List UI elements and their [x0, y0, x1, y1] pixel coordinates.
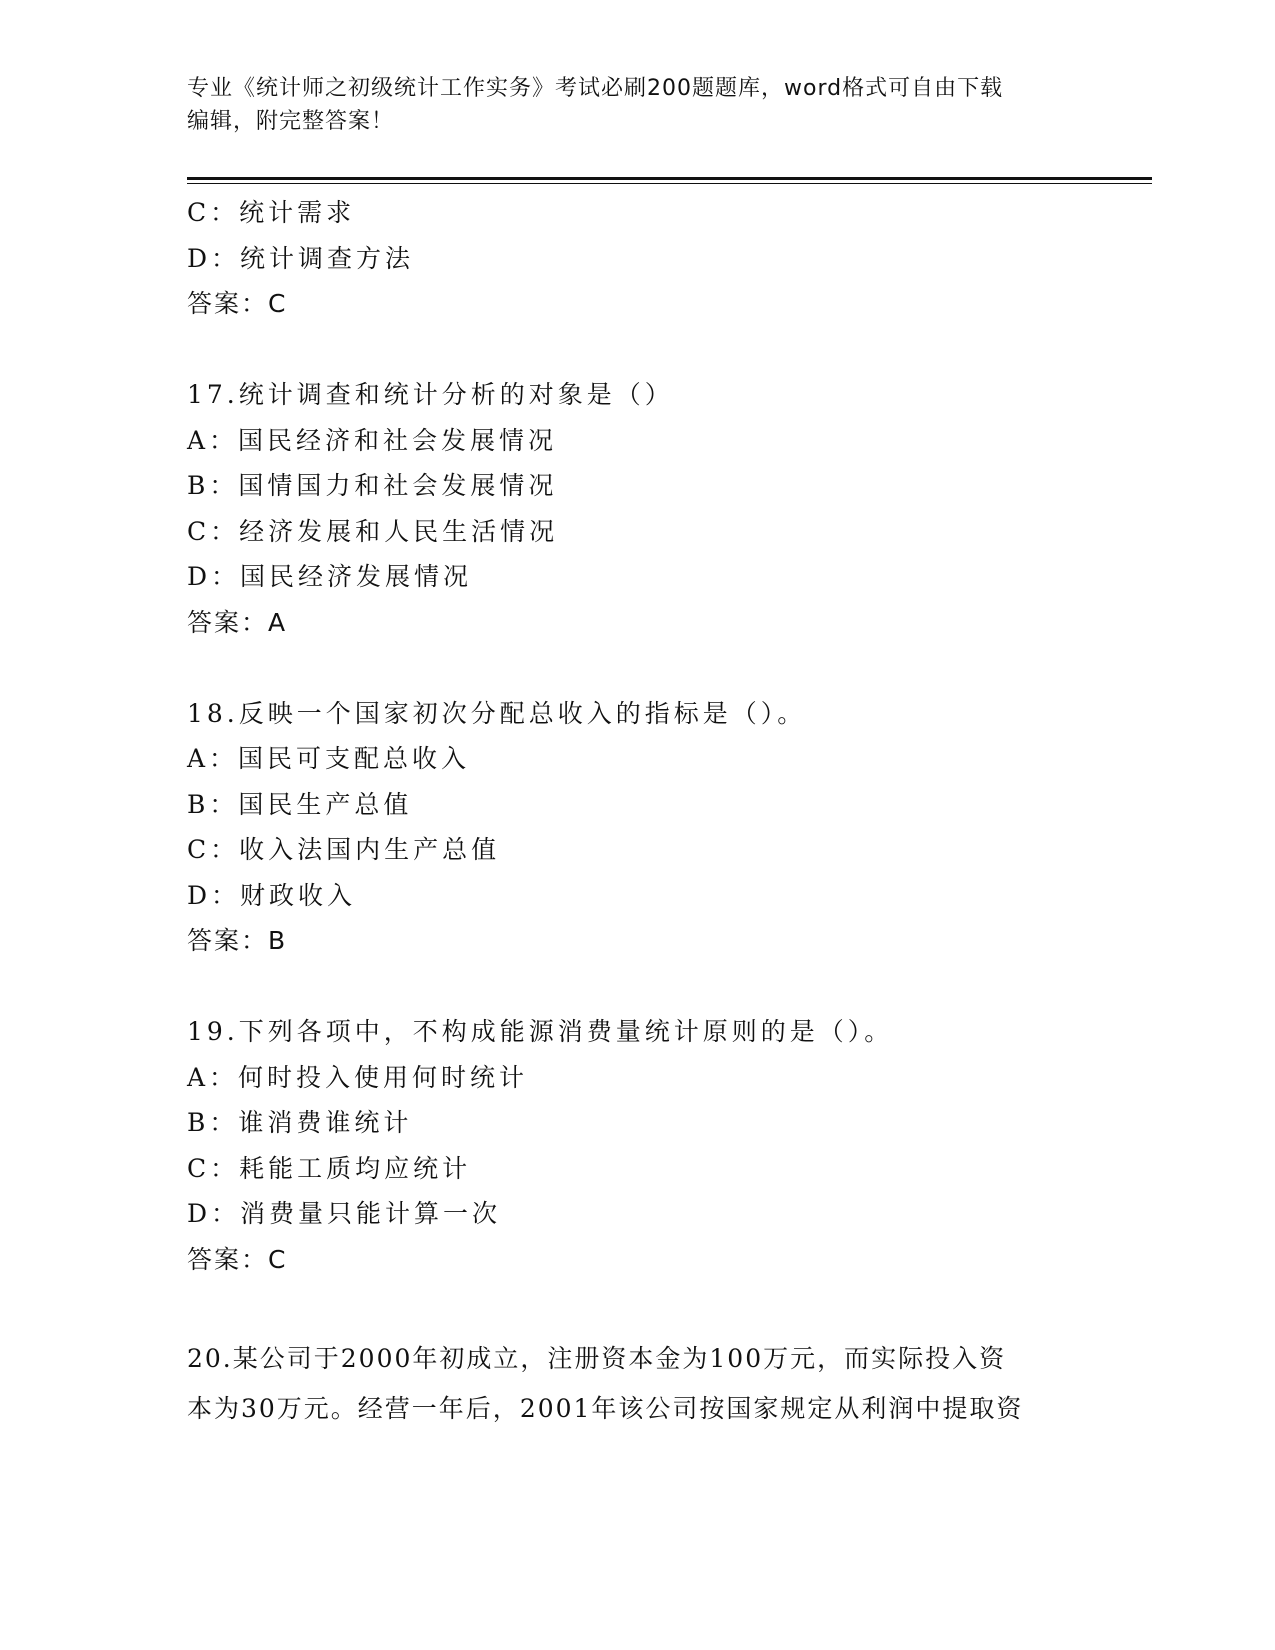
- answer-text: 答案：B: [187, 926, 288, 955]
- header-line-2: 编辑，附完整答案！: [187, 109, 395, 134]
- question-stem-line-2: 本为30万元。经营一年后，2001年该公司按国家规定从利润中提取资: [187, 1394, 1024, 1423]
- question-20: [187, 1334, 1087, 1434]
- option-c: C：经济发展和人民生活情况: [187, 516, 559, 546]
- option-c: C：耗能工质均应统计: [187, 1153, 472, 1183]
- answer-text: 答案：C: [187, 1244, 288, 1274]
- option-b: B：谁消费谁统计: [187, 1108, 413, 1137]
- question-stem-line-1: 20.某公司于2000年初成立，注册资本金为100万元，而实际投入资: [187, 1344, 1007, 1373]
- question-stem: 19.下列各项中，不构成能源消费量统计原则的是（）。: [187, 1017, 894, 1046]
- header-divider-thick: [187, 177, 1152, 180]
- question-16-continued: [187, 190, 1087, 327]
- answer-text: 答案：A: [187, 607, 288, 637]
- option-c: C：统计需求: [187, 198, 356, 227]
- option-d: D：国民经济发展情况: [187, 562, 473, 591]
- option-d: D：统计调查方法: [187, 243, 415, 273]
- document-header: [187, 72, 1087, 138]
- question-stem: 18.反映一个国家初次分配总收入的指标是（）。: [187, 698, 807, 728]
- option-a: A：国民经济和社会发展情况: [187, 425, 558, 455]
- header-divider-thin: [187, 183, 1152, 184]
- question-19: [187, 1009, 1087, 1282]
- option-d: D：财政收入: [187, 880, 357, 910]
- option-a: A：何时投入使用何时统计: [187, 1062, 529, 1092]
- question-list: [187, 190, 1087, 1434]
- question-stem: 17.统计调查和统计分析的对象是（）: [187, 380, 674, 409]
- question-18: [187, 691, 1087, 964]
- option-d: D：消费量只能计算一次: [187, 1199, 502, 1228]
- question-17: [187, 372, 1087, 645]
- option-c: C：收入法国内生产总值: [187, 835, 501, 864]
- option-a: A：国民可支配总收入: [187, 744, 471, 773]
- answer-text: 答案：C: [187, 289, 288, 318]
- header-line-1: 专业《统计师之初级统计工作实务》考试必刷200题题库，word格式可自由下载: [187, 76, 1004, 101]
- option-b: B：国民生产总值: [187, 789, 413, 819]
- option-b: B：国情国力和社会发展情况: [187, 471, 558, 500]
